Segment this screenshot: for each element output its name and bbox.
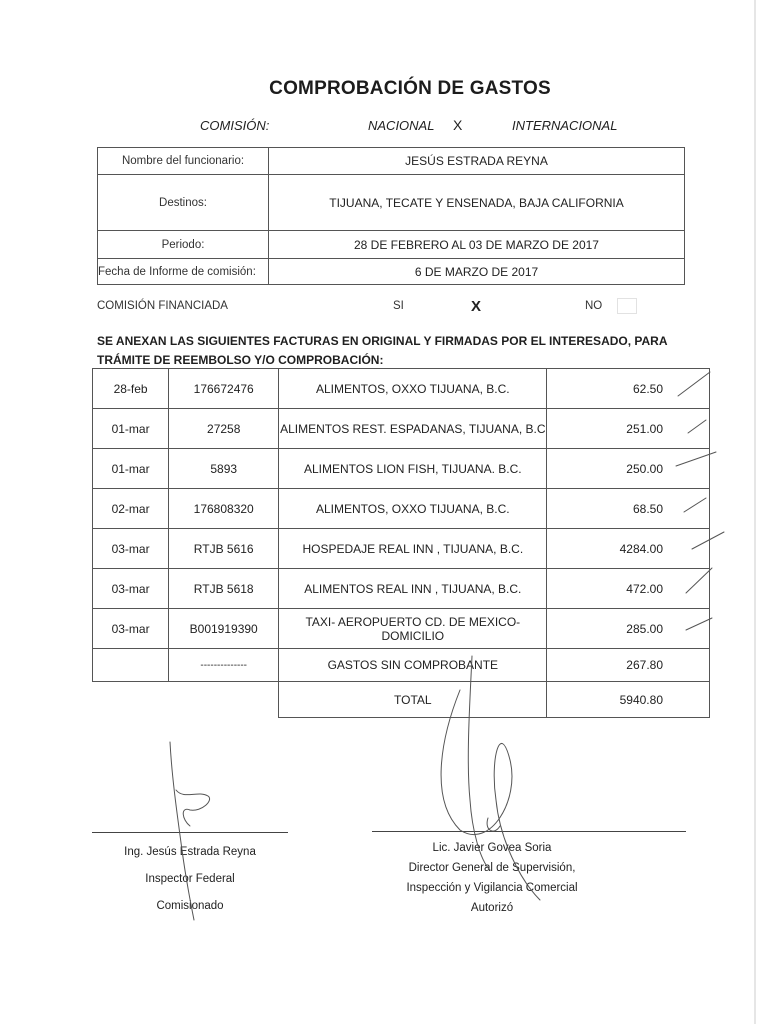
expense-date: 03-mar (93, 529, 169, 569)
expense-invoice: B001919390 (169, 609, 279, 649)
expense-invoice: 5893 (169, 449, 279, 489)
info-label: Destinos: (98, 175, 269, 231)
expense-invoice: RTJB 5616 (169, 529, 279, 569)
no-receipt-amount: 267.80 (547, 649, 710, 682)
expense-invoice: 176672476 (169, 369, 279, 409)
signer-role: Autorizó (470, 902, 514, 914)
financed-si: SI (393, 300, 404, 312)
check-mark-icon (686, 568, 712, 593)
check-mark-icon (684, 498, 706, 512)
signer-name: Lic. Javier Govea Soria (432, 842, 552, 854)
expense-date: 03-mar (93, 609, 169, 649)
expense-concept: HOSPEDAJE REAL INN , TIJUANA, B.C. (279, 529, 547, 569)
check-mark-icon (686, 618, 712, 630)
no-receipt-concept: GASTOS SIN COMPROBANTE (279, 649, 547, 682)
expense-amount: 4284.00 (547, 529, 710, 569)
signer-title: Inspector Federal (145, 873, 235, 885)
signer-title: Director General de Supervisión, (408, 862, 576, 874)
no-receipt-invoice: -------------- (169, 649, 279, 682)
commission-mark: X (453, 117, 463, 133)
expense-date: 02-mar (93, 489, 169, 529)
total-label: TOTAL (279, 682, 547, 718)
signer-role: Comisionado (156, 900, 224, 912)
expense-amount: 250.00 (547, 449, 710, 489)
check-mark-icon (676, 452, 716, 466)
check-mark-icon (678, 372, 710, 396)
info-label: Periodo: (98, 231, 269, 259)
expense-date: 28-feb (93, 369, 169, 409)
commission-nacional: NACIONAL (368, 118, 435, 133)
left-signature-stroke (176, 790, 210, 826)
expense-amount: 68.50 (547, 489, 710, 529)
expense-amount: 62.50 (547, 369, 710, 409)
expense-invoice: 176808320 (169, 489, 279, 529)
expense-concept: ALIMENTOS, OXXO TIJUANA, B.C. (279, 489, 547, 529)
financed-no: NO (585, 300, 603, 312)
left-signature-stroke (170, 742, 194, 920)
info-value: JESÚS ESTRADA REYNA (269, 148, 685, 175)
expense-date: 01-mar (93, 449, 169, 489)
annex-statement: SE ANEXAN LAS SIGUIENTES FACTURAS EN ORIGINAL Y FIRMADAS POR EL INTERESADO, PARA TRÁMITE DE REEMBOLSO Y/O COMPROBACIÓN: (97, 334, 668, 367)
expense-amount: 251.00 (547, 409, 710, 449)
expense-amount: 285.00 (547, 609, 710, 649)
check-mark-icon (692, 532, 724, 549)
expense-date: 03-mar (93, 569, 169, 609)
expense-invoice: 27258 (169, 409, 279, 449)
expense-invoice: RTJB 5618 (169, 569, 279, 609)
total-amount: 5940.80 (547, 682, 710, 718)
signer-name: Ing. Jesús Estrada Reyna (124, 846, 256, 858)
info-label: Nombre del funcionario: (98, 148, 269, 175)
document-title: COMPROBACIÓN DE GASTOS (269, 78, 551, 99)
expense-concept: ALIMENTOS, OXXO TIJUANA, B.C. (279, 369, 547, 409)
signer-title-cont: Inspección y Vigilancia Comercial (406, 882, 578, 894)
commission-label: COMISIÓN: (200, 118, 270, 133)
expense-concept: ALIMENTOS REST. ESPADANAS, TIJUANA, B.C (279, 409, 547, 449)
info-value: 6 DE MARZO DE 2017 (269, 259, 685, 285)
right-signature-stroke (441, 690, 540, 900)
expense-date: 01-mar (93, 409, 169, 449)
commission-internacional: INTERNACIONAL (512, 118, 618, 133)
check-mark-icon (688, 420, 706, 433)
info-value: TIJUANA, TECATE Y ENSENADA, BAJA CALIFORNIA (269, 175, 685, 231)
expense-amount: 472.00 (547, 569, 710, 609)
right-signature-stroke (468, 656, 490, 870)
expense-concept: ALIMENTOS REAL INN , TIJUANA, B.C. (279, 569, 547, 609)
financed-label: COMISIÓN FINANCIADA (97, 300, 228, 312)
info-value: 28 DE FEBRERO AL 03 DE MARZO DE 2017 (269, 231, 685, 259)
info-label: Fecha de Informe de comisión: (98, 259, 269, 285)
expense-concept: TAXI- AEROPUERTO CD. DE MEXICO- DOMICILIO (279, 609, 547, 649)
expense-concept: ALIMENTOS LION FISH, TIJUANA. B.C. (279, 449, 547, 489)
financed-mark: X (471, 298, 482, 315)
